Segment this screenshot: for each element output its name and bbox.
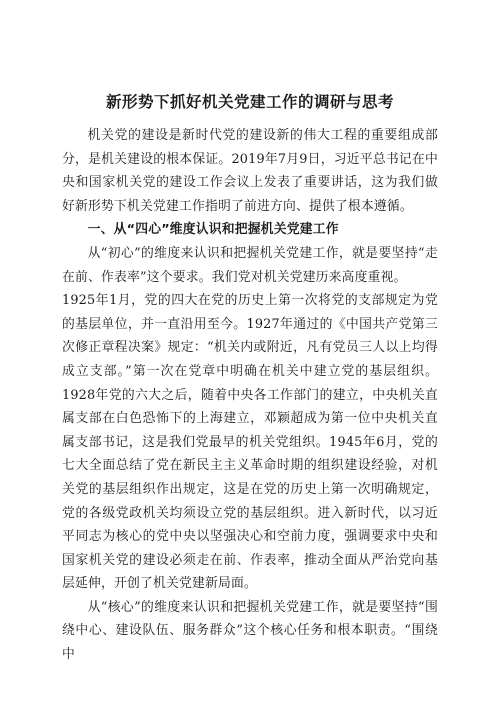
document-title: 新形势下抓好机关党建工作的调研与思考 bbox=[105, 93, 394, 111]
body-paragraph: 从“核心”的维度来认识和把握机关党建工作，就是要坚持“围绕中心、建设队伍、服务群众”这个核心任务和根本职责。“围绕中 bbox=[62, 599, 438, 663]
intro-paragraph: 机关党的建设是新时代党的建设新的伟大工程的重要组成部分，是机关建设的根本保证。2019年7月9日，习近平总书记在中央和国家机关党的建设工作会议上发表了重要讲话，这为我们做好新形势下机关党建工作指明了前进方向、提供了根本遵循。 bbox=[62, 128, 438, 214]
body-paragraph: 1925年1月，党的四大在党的历史上第一次将党的支部规定为党的基层单位，并一直沿用至今。1927年通过的《中国共产党第三次修正章程决案》规定：“机关内或附近，凡有党员三人以上均得成立支部。”第一次在党章中明确在机关中建立党的基层组织。1928年党的六大之后，随着中央各工作部门的建立，中央机关直属支部在白色恐怖下的上海建立，邓颖超成为第一位中央机关直属支部书记，这是我们党最早的机关党组织。1945年6月，党的七大全面总结了党在新民主主义革命时期的组织建设经验，对机关党的基层组织作出规定，这是在党的历史上第一次明确规定，党的各级党政机关均须设立党的基层组织。进入新时代，以习近平同志为核心的党中央以坚强决心和空前力度，强调要求中央和国家机关党的建设必须走在前、作表率，推动全面从严治党向基层延伸，开创了机关党建新局面。 bbox=[62, 293, 438, 592]
body-paragraph: 从“初心”的维度来认识和把握机关党建工作，就是要坚持“走在前、作表率”这个要求。我们党对机关党建历来高度重视。 bbox=[62, 245, 438, 285]
section-heading: 一、从“四心”维度认识和把握机关党建工作 bbox=[87, 222, 339, 238]
